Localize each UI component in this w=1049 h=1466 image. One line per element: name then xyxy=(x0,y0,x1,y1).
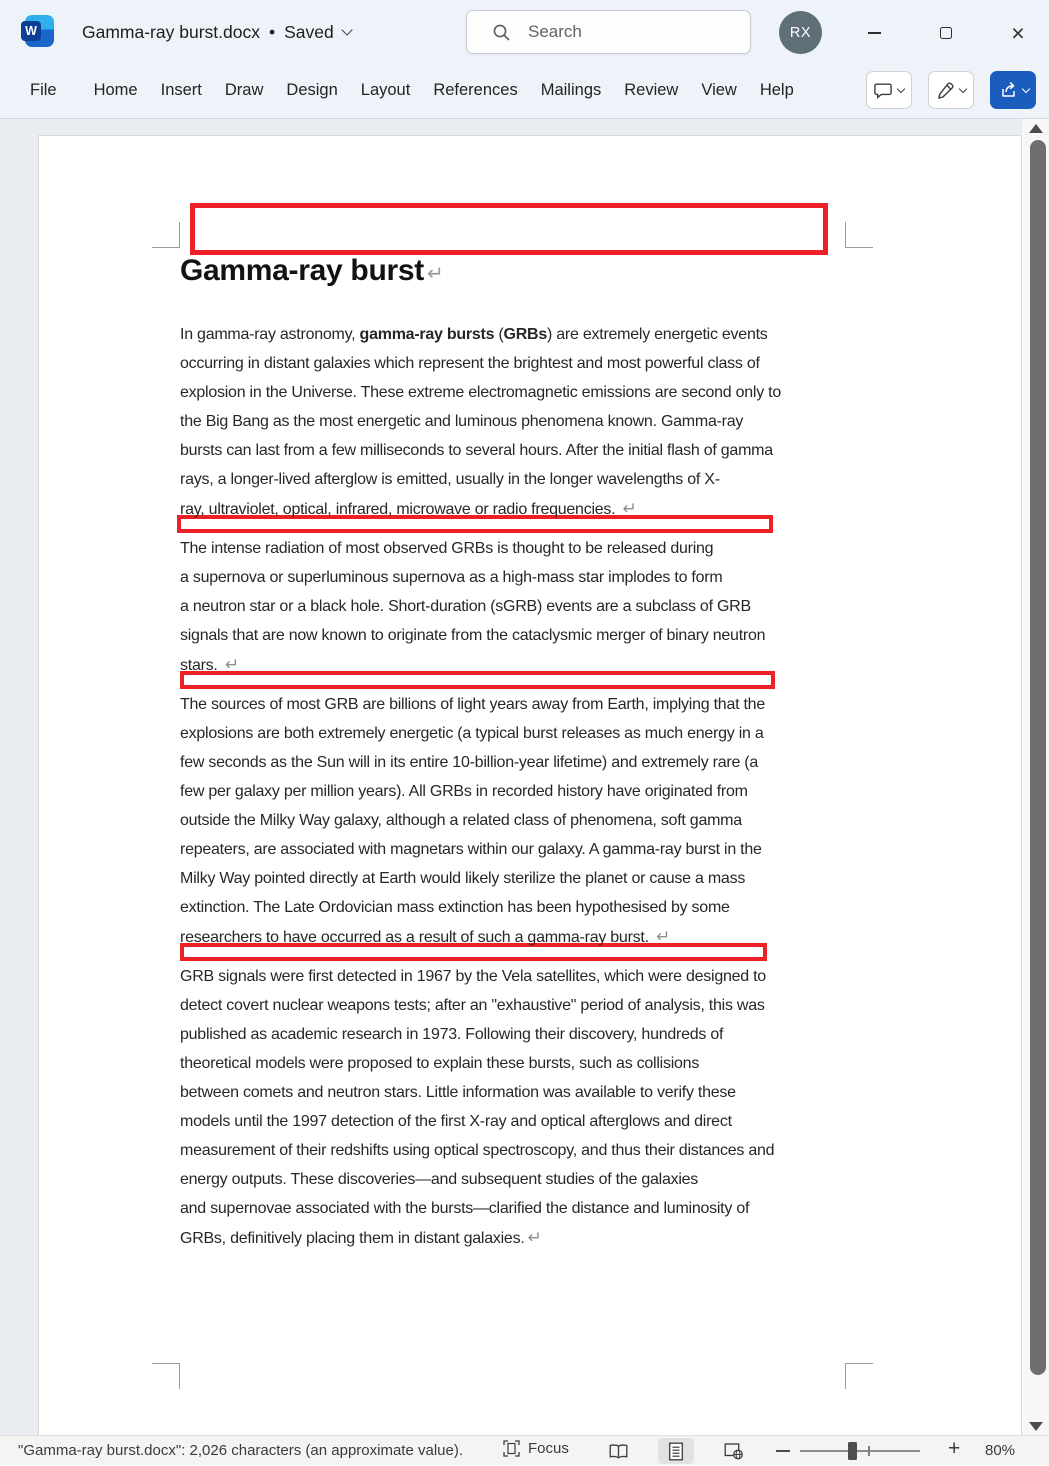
zoom-out-button[interactable] xyxy=(776,1450,790,1452)
maximize-icon xyxy=(940,27,952,39)
paragraph-4[interactable]: GRB signals were first detected in 1967 by the Vela satellites, which were designed to detect covert nuclear weapons tests; after an "exhaustive" period of analysis, this was published as academic research in 1973. Following their discovery, hundreds of theoretical models were proposed to explain these bursts, such as collisions between comets and neutron stars. Little information was available to verify these models until the 1997 detection of the first X-ray and optical afterglows and direct measurement of their redshifts using optical spectroscopy, and thus their distances and energy outputs. These discoveries—and subsequent studies of the galaxies and supernovae associated with the bursts—clarified the distance and luminosity of GRBs, definitively placing them in distant galaxies. ↵ xyxy=(180,968,775,1247)
web-layout-button[interactable] xyxy=(716,1438,752,1464)
search-icon xyxy=(492,23,511,42)
paragraph-mark-icon: ↵ xyxy=(224,655,240,674)
menu-tab-design[interactable]: Design xyxy=(286,81,338,99)
paragraph-mark-icon: ↵ xyxy=(527,1228,542,1247)
menu-tab-file[interactable]: File xyxy=(30,81,57,99)
menu-tab-insert[interactable]: Insert xyxy=(160,81,202,99)
avatar[interactable]: RX xyxy=(779,11,822,54)
title-separator: • xyxy=(268,21,276,42)
zoom-level[interactable]: 80% xyxy=(985,1442,1016,1459)
chevron-down-icon xyxy=(1021,85,1029,93)
heading-text: Gamma-ray burst xyxy=(180,254,424,287)
search-box[interactable] xyxy=(466,10,751,54)
annotation-rule-after-paragraph-2 xyxy=(180,671,775,689)
focus-label: Focus xyxy=(528,1440,569,1457)
focus-icon xyxy=(503,1440,520,1457)
minimize-icon xyxy=(868,32,881,34)
paragraph-mark-icon: ↵ xyxy=(656,927,671,946)
paragraph-3[interactable]: The sources of most GRB are billions of light years away from Earth, implying that the explosions are both extremely energetic (a typical burst releases as much energy in a few seconds as the Sun will in its entire 10-billion-year lifetime) and extremely rare (a few per galaxy per million years). All GRBs in recorded history have originated from outside the Milky Way galaxy, although a related class of phenomena, soft gamma repeaters, are associated with magnetars within our galaxy. A gamma-ray burst in the Milky Way pointed directly at Earth would likely sterilize the planet or cause a mass extinction. The Late Ordovician mass extinction has been hypothesised by some researchers to have occurred as a result of such a gamma-ray burst. ↵ xyxy=(180,696,765,946)
document-body xyxy=(180,320,860,1252)
zoom-slider-handle[interactable] xyxy=(848,1442,857,1460)
menu-tab-home[interactable]: Home xyxy=(93,81,138,99)
scroll-down-icon[interactable] xyxy=(1029,1422,1043,1431)
vertical-scrollbar[interactable] xyxy=(1022,119,1049,1435)
print-layout-button[interactable] xyxy=(658,1438,694,1464)
editing-button[interactable] xyxy=(928,71,974,109)
scrollbar-thumb[interactable] xyxy=(1030,140,1046,1375)
menu-tab-draw[interactable]: Draw xyxy=(224,81,264,99)
word-logo-icon: W xyxy=(21,15,54,48)
ribbon-tabs xyxy=(30,63,794,118)
share-icon xyxy=(998,81,1018,99)
paragraph-mark-icon: ↵ xyxy=(426,263,444,285)
document-name: Gamma-ray burst.docx xyxy=(82,21,260,42)
close-button[interactable] xyxy=(1005,20,1031,46)
menu-tab-review[interactable]: Review xyxy=(624,81,679,99)
maximize-button[interactable] xyxy=(933,20,959,46)
ribbon-right-buttons xyxy=(866,71,1036,109)
zoom-slider-rail xyxy=(800,1450,920,1452)
comments-button[interactable] xyxy=(866,71,912,109)
share-button[interactable] xyxy=(990,71,1036,109)
pencil-icon xyxy=(936,81,955,100)
print-layout-icon xyxy=(668,1442,684,1461)
status-bar xyxy=(0,1435,1049,1465)
menu-tab-layout[interactable]: Layout xyxy=(360,81,411,99)
chevron-down-icon xyxy=(897,85,905,93)
margin-corner-mark xyxy=(152,1363,180,1389)
scroll-up-icon[interactable] xyxy=(1029,124,1043,133)
title-bar xyxy=(0,0,1049,63)
focus-button[interactable] xyxy=(503,1440,569,1457)
menu-tab-view[interactable]: View xyxy=(701,81,737,99)
menu-tab-mailings[interactable]: Mailings xyxy=(540,81,602,99)
document-area xyxy=(0,119,1049,1435)
menu-tab-references[interactable]: References xyxy=(433,81,518,99)
comment-icon xyxy=(874,82,893,99)
save-status: Saved xyxy=(284,21,334,42)
zoom-slider[interactable] xyxy=(800,1436,920,1466)
margin-corner-mark xyxy=(845,222,873,248)
close-icon: × xyxy=(1011,19,1025,46)
paragraph-mark-icon: ↵ xyxy=(622,499,637,518)
minimize-button[interactable] xyxy=(861,20,887,46)
chevron-down-icon xyxy=(959,85,967,93)
zoom-100-tick xyxy=(868,1446,870,1456)
chevron-down-icon xyxy=(341,24,352,35)
character-count: "Gamma-ray burst.docx": 2,026 characters (an approximate value). xyxy=(18,1442,464,1459)
ribbon xyxy=(0,63,1049,119)
document-content xyxy=(180,252,860,1252)
web-layout-icon xyxy=(724,1442,744,1460)
annotation-box-above-title xyxy=(190,203,828,255)
document-title[interactable] xyxy=(82,19,351,45)
page[interactable] xyxy=(38,135,1022,1435)
paragraph-2[interactable]: The intense radiation of most observed GRBs is thought to be released during a supernova or superluminous supernova as a high-mass star implodes to form a neutron star or a black hole. Short-duration (sGRB) events are a subclass of GRB signals that are now known to originate from the cataclysmic merger of binary neutron stars. ↵ xyxy=(180,540,766,674)
read-mode-button[interactable] xyxy=(600,1438,636,1464)
paragraph-1[interactable]: In gamma-ray astronomy, gamma-ray bursts (GRBs) are extremely energetic events occurring in distant galaxies which represent the brightest and most powerful class of explosion in the Universe. These extreme electromagnetic emissions are second only to the Big Bang as the most energetic and luminous phenomena known. Gamma-ray bursts can last from a few milliseconds to several hours. After the initial flash of gamma rays, a longer-lived afterglow is emitted, usually in the longer wavelengths of X- ray, ultraviolet, optical, infrared, microwave or radio frequencies. ↵ xyxy=(180,326,781,518)
search-input[interactable] xyxy=(526,21,726,43)
document-heading[interactable] xyxy=(180,252,860,293)
margin-corner-mark xyxy=(845,1363,873,1389)
menu-tab-help[interactable]: Help xyxy=(759,81,794,99)
zoom-in-button[interactable]: + xyxy=(948,1437,961,1460)
margin-corner-mark xyxy=(152,222,180,248)
read-mode-icon xyxy=(608,1443,629,1460)
